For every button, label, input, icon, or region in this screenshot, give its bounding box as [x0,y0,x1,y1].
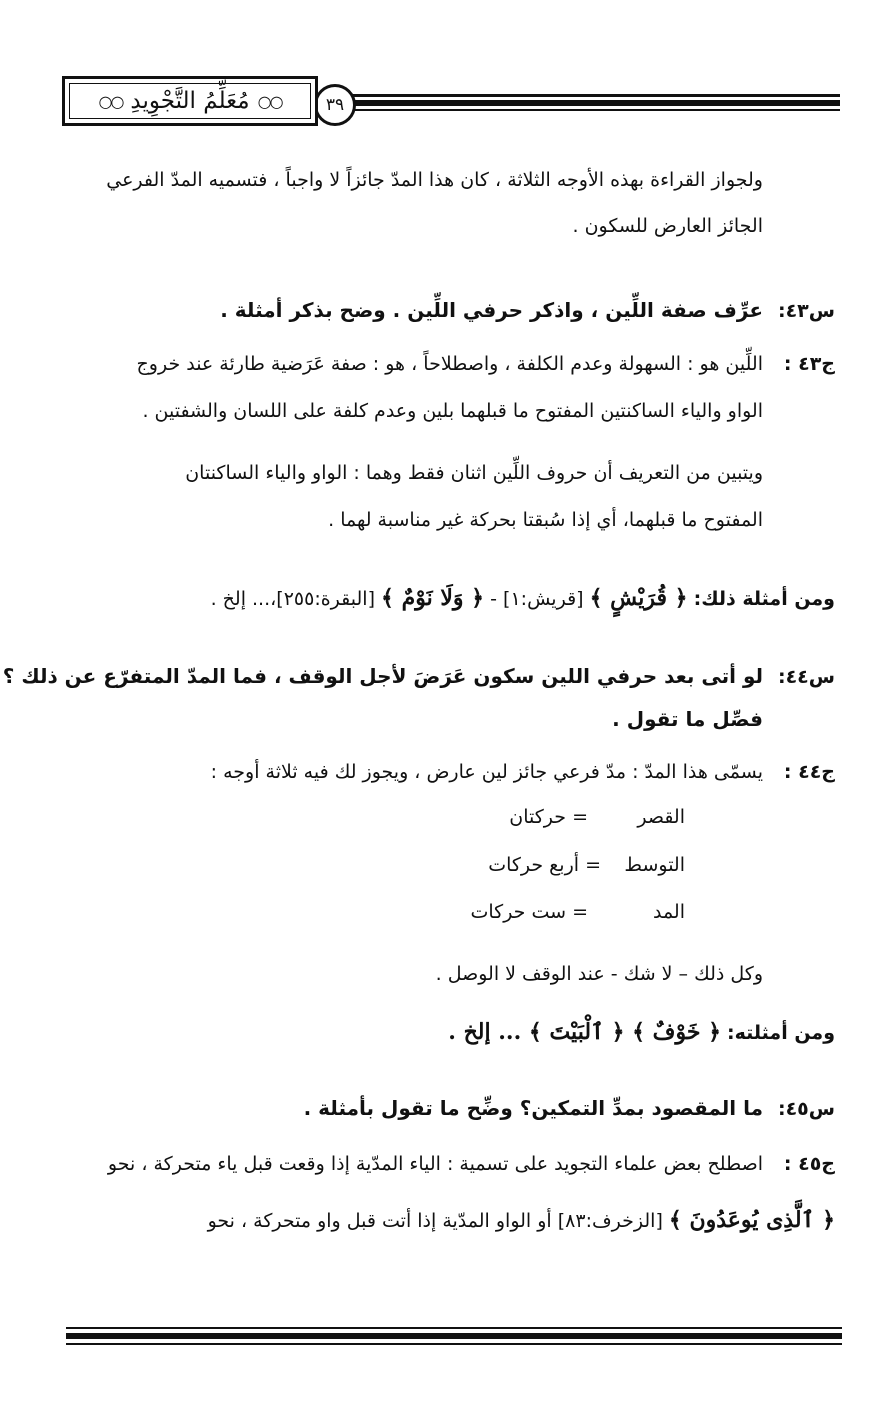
question-43-text: عرِّف صفة اللِّين ، واذكر حرفي اللِّين . وضح بذكر أمثلة . [220,298,763,322]
answer-44-label: ج٤٤ : [783,761,835,783]
title-box-inner-frame [69,83,311,119]
running-title: مُعَلِّمُ التَّجْوِيدِ [130,88,250,114]
running-title-box [62,76,318,126]
rule-row-name: التوسط [624,854,685,876]
answer-44-text: يسمّى هذا المدّ : مدّ فرعي جائز لين عارض ، ويجوز لك فيه ثلاثة أوجه : [210,761,763,783]
answer-44-examples [448,1018,835,1047]
ornament-right: ○○ [257,91,282,111]
quran-reference: [قريش:١] [503,588,584,610]
question-44-label: س٤٤: [777,666,835,688]
answer-43-para2-line-2: المفتوح ما قبلهما، أي إذا سُبقتا بحركة غير مناسبة لهما . [328,509,763,531]
intro-line-2: الجائز العارض للسكون . [572,215,763,237]
question-44-line-2: فصِّل ما تقول . [612,707,763,731]
quran-quote: ﴿ خَوْفٌ ﴾ ﴿ ٱلْبَيْتَ ﴾ ... إلخ . [448,1019,721,1045]
answer-45-line-1: اصطلح بعض علماء التجويد على تسمية : الياء المدّية إذا وقعت قبل ياء متحركة ، نحو [107,1153,763,1175]
page-number: ٣٩ [314,84,356,126]
ornament-left: ○○ [98,91,123,111]
intro-line-1: ولجواز القراءة بهذه الأوجه الثلاثة ، كان هذا المدّ جائزاً لا واجباً ، فتسميه المدّ الفرعي [106,169,763,191]
answer-43-para2-line-1: ويتبين من التعريف أن حروف اللِّين اثنان فقط وهما : الواو والياء الساكنتان [185,462,763,484]
quran-reference: [البقرة:٢٥٥]،... إلخ . [210,588,375,610]
quran-quote: ﴿ وَلَا نَوْمٌ ﴾ [381,585,485,611]
rule-row-name: المد [652,901,685,923]
answer-45-label: ج٤٥ : [783,1153,835,1175]
rule-row-value: = حركتان [509,806,588,828]
quran-quote: ﴿ قُرَيْشٍ ﴾ [589,585,688,611]
examples-label: ومن أمثلته: [727,1022,835,1044]
footer-rule [66,1327,842,1329]
footer-rule [66,1343,842,1345]
header-rule [330,100,840,106]
header-rule [330,94,840,97]
rule-row-value: = أربع حركات [488,854,601,876]
header-rule [330,109,840,111]
question-45-text: ما المقصود بمدِّ التمكين؟ وضِّح ما تقول بأمثلة . [303,1096,763,1120]
answer-43-line-2: الواو والياء الساكنتين المفتوح ما قبلهما بلين وعدم كلفة على اللسان والشفتين . [142,400,763,422]
answer-45-line-2-text: [الزخرف:٨٣] أو الواو المدّية إذا أتت قبل واو متحركة ، نحو [207,1210,663,1232]
answer-43-examples: ومن أمثلة ذلك: ﴿ قُرَيْشٍ ﴾ [قريش:١] - ﴿ وَلَا نَوْمٌ ﴾ [البقرة:٢٥٥]،... إلخ . [210,585,835,611]
answer-43-label: ج٤٣ : [783,353,835,375]
rule-row-value: = ست حركات [470,901,588,923]
question-44-line-1: لو أتى بعد حرفي اللين سكون عَرَضَ لأجل الوقف ، فما المدّ المتفرّع عن ذلك ؟ [2,664,763,688]
quran-quote: ﴿ ٱلَّذِى يُوعَدُونَ ﴾ [668,1207,835,1233]
question-45-label: س٤٥: [777,1098,835,1120]
examples-label: ومن أمثلة ذلك: [693,588,835,610]
answer-44-note: وكل ذلك – لا شك - عند الوقف لا الوصل . [435,963,763,985]
answer-45-line-2 [208,1206,835,1235]
footer-rule [66,1333,842,1339]
answer-43-line-1: اللِّين هو : السهولة وعدم الكلفة ، واصطلاحاً ، هو : صفة عَرَضية طارئة عند خروج [136,353,763,375]
rule-row-name: القصر [637,806,685,828]
question-43-label: س٤٣: [777,300,835,322]
